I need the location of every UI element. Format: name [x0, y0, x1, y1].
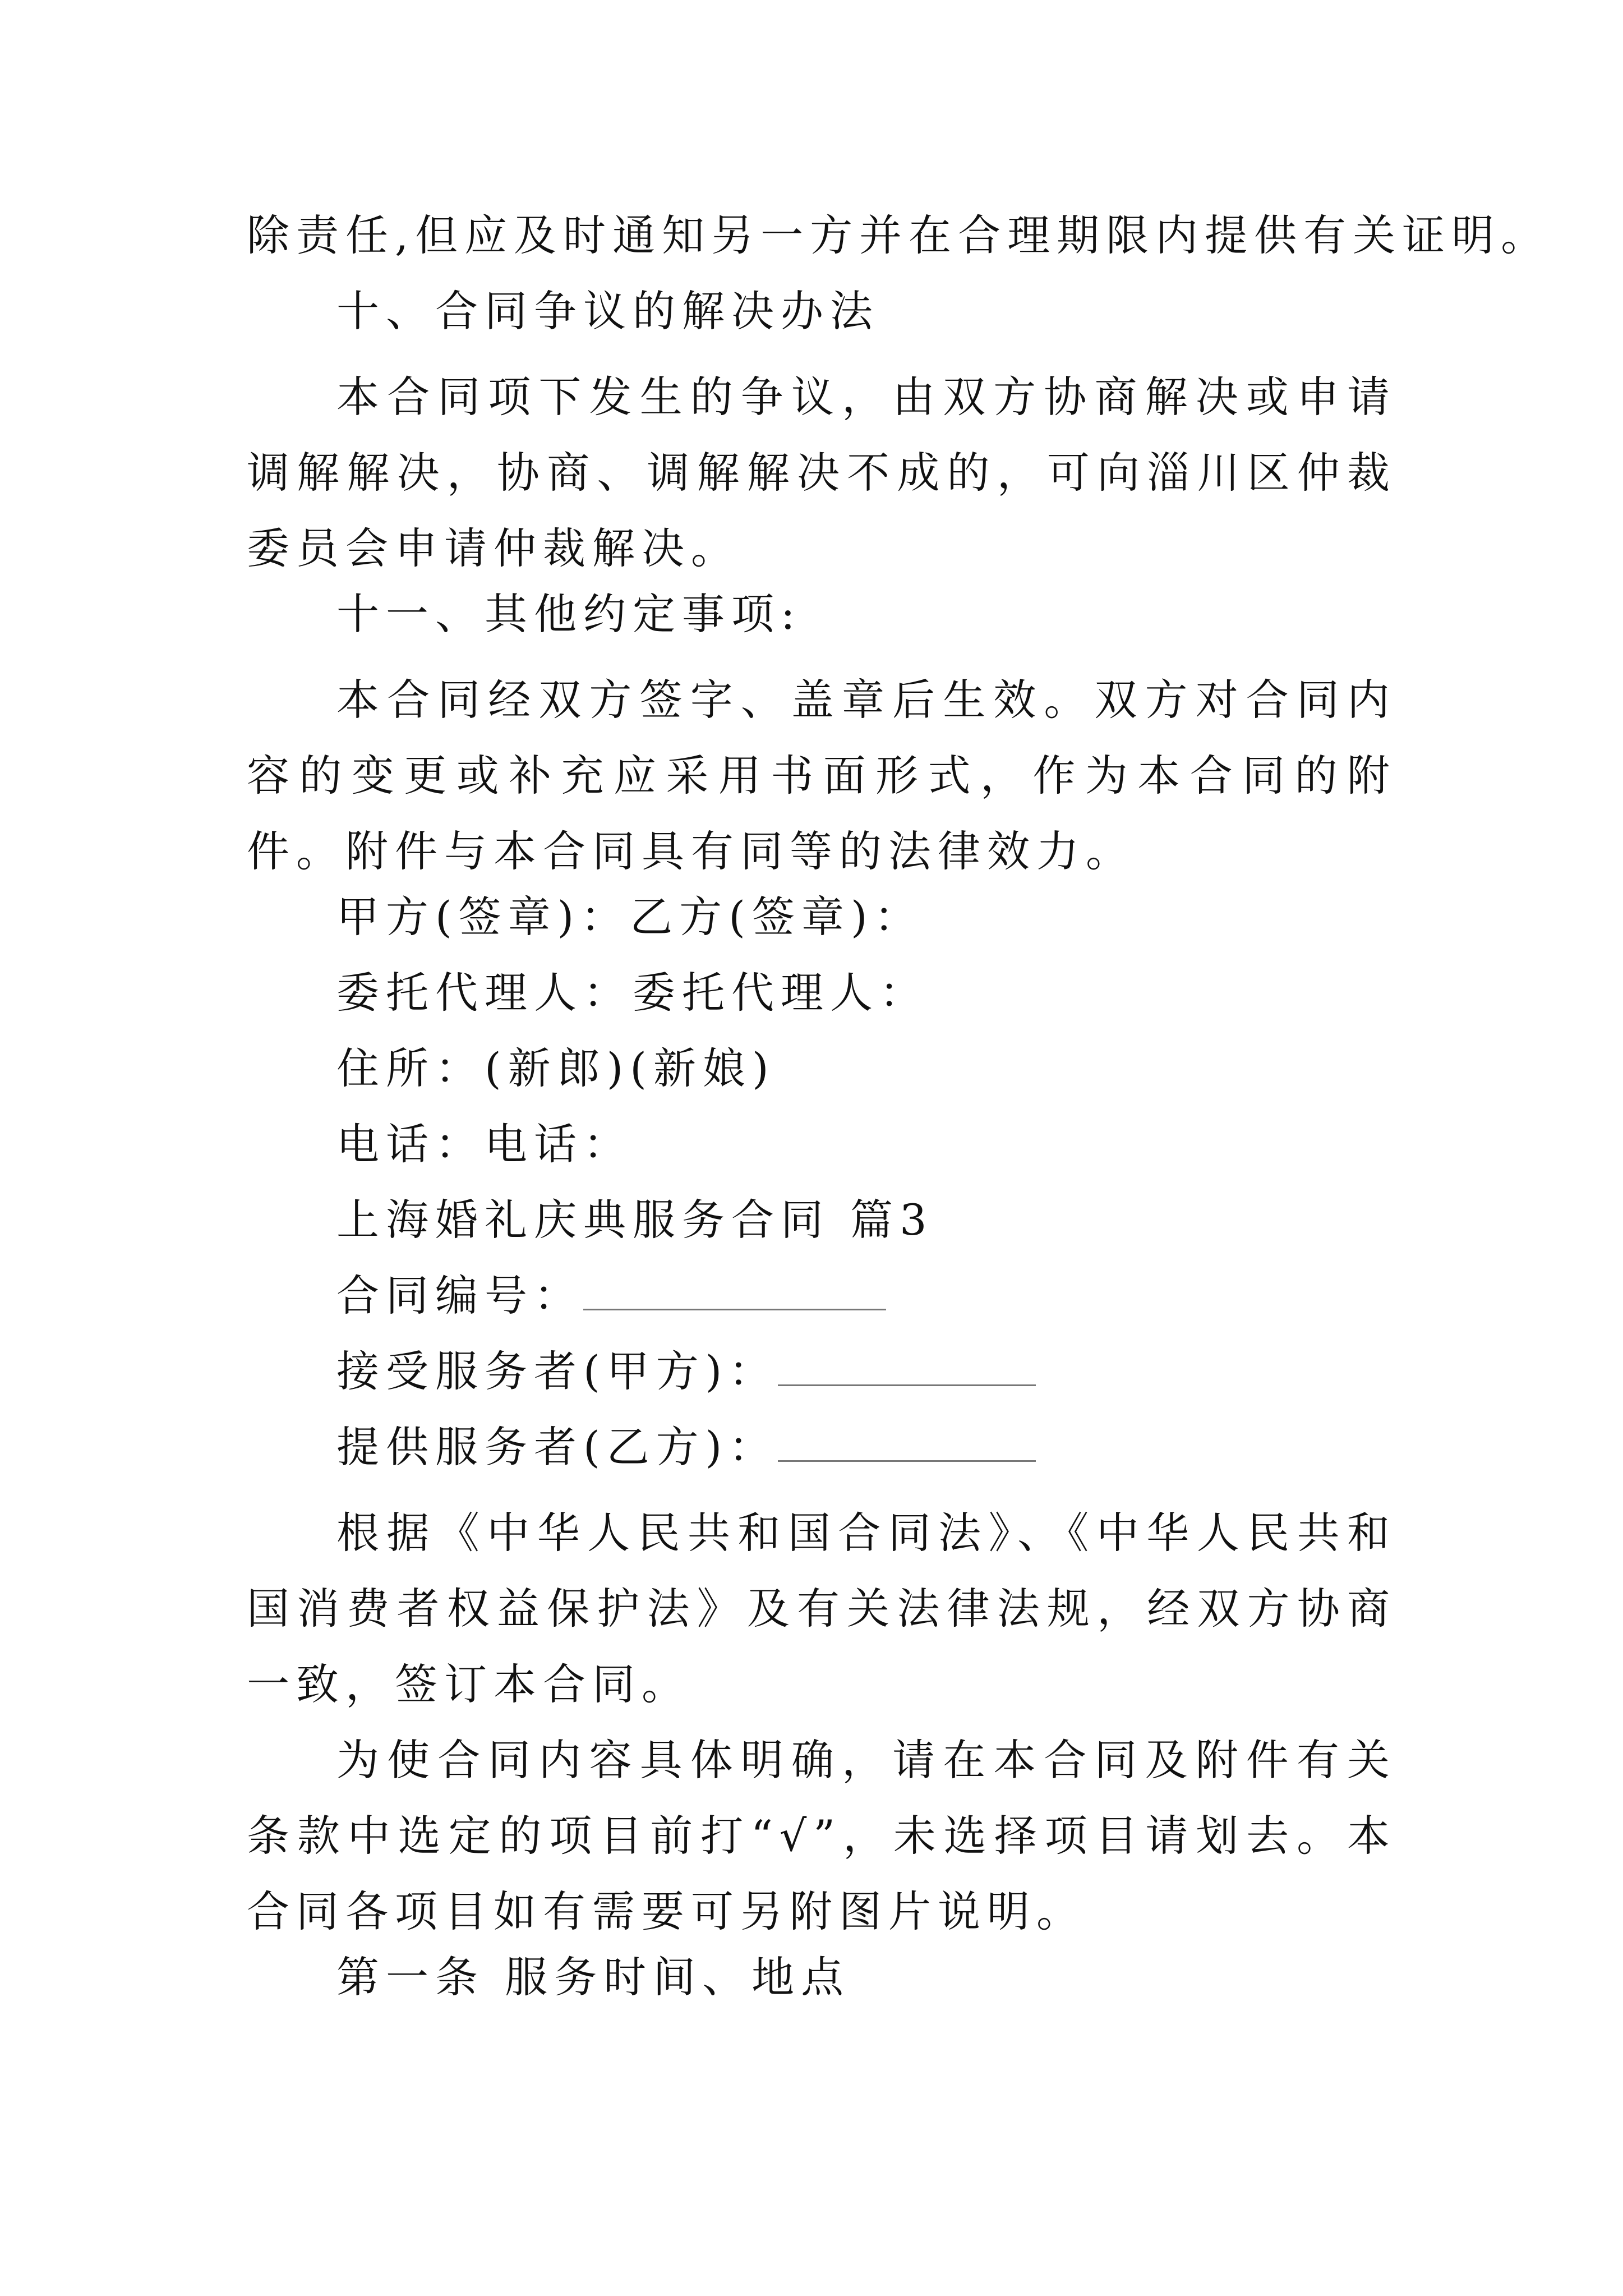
address-line: 住所：(新郎)(新娘) [336, 1043, 776, 1093]
section-heading-dispute-resolution: 十、合同争议的解决办法 [336, 286, 879, 336]
contract-title: 上海婚礼庆典服务合同 篇3 [336, 1195, 934, 1245]
party-b-label: 提供服务者(乙方)： [336, 1422, 778, 1472]
signature-line: 甲方(签章)：乙方(签章)： [336, 892, 924, 942]
party-a-label: 接受服务者(甲方)： [336, 1346, 778, 1396]
party-b-row [336, 1419, 1036, 1475]
agent-line: 委托代理人：委托代理人： [336, 968, 929, 1018]
article-one-heading: 第一条 服务时间、地点 [336, 1952, 851, 2002]
paragraph-instructions: 为使合同内容具体明确，请在本合同及附件有关条款中选定的项目前打“√”，未选择项目请划去。本合同各项目如有需要可另附图片说明。 [247, 1735, 1396, 1936]
party-a-blank[interactable] [778, 1351, 1036, 1386]
phone-line: 电话：电话： [336, 1119, 633, 1169]
paragraph-basis: 根据《中华人民共和国合同法》、《中华人民共和国消费者权益保护法》及有关法律法规，经双方协商一致，签订本合同。 [247, 1508, 1396, 1709]
contract-number-blank[interactable] [583, 1275, 886, 1310]
text-line: 除责任,但应及时通知另一方并在合理期限内提供有关证明。 [247, 210, 1551, 260]
contract-number-row [336, 1268, 886, 1324]
paragraph-dispute: 本合同项下发生的争议，由双方协商解决或申请调解解决，协商、调解解决不成的，可向淄川区仲裁委员会申请仲裁解决。 [247, 372, 1396, 573]
contract-number-label: 合同编号： [336, 1271, 583, 1320]
section-heading-other-terms: 十一、其他约定事项: [336, 589, 802, 639]
party-a-row [336, 1343, 1036, 1400]
paragraph-effectiveness: 本合同经双方签字、盖章后生效。双方对合同内容的变更或补充应采用书面形式，作为本合同的附件。附件与本合同具有同等的法律效力。 [247, 675, 1396, 876]
party-b-blank[interactable] [778, 1427, 1036, 1462]
